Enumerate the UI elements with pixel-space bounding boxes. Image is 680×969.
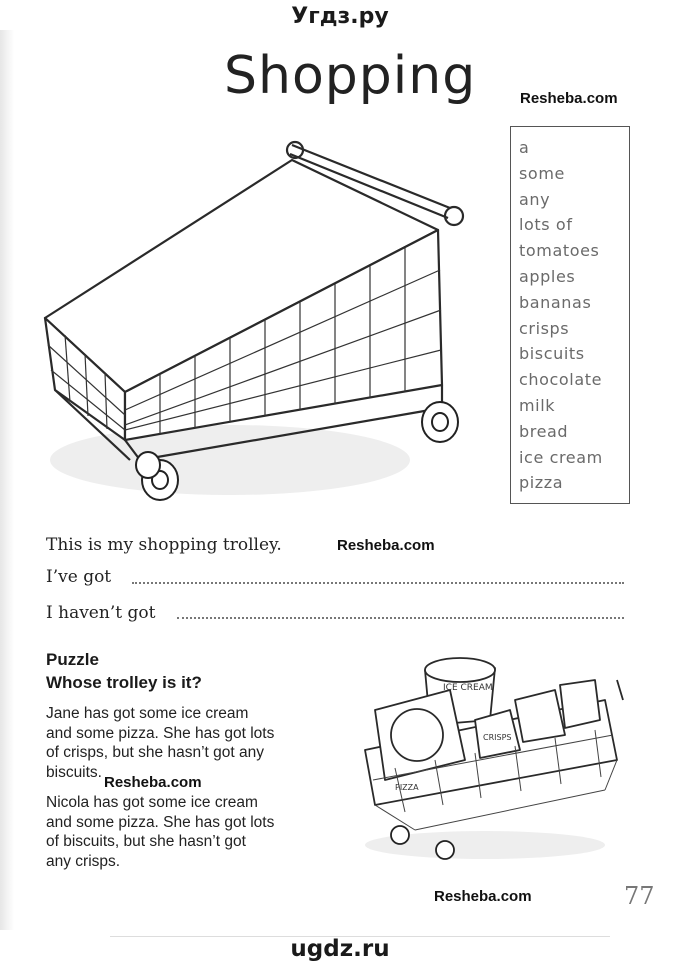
ice-cream-label: ICE CREAM [443,683,493,693]
word-item: bananas [519,292,592,312]
jane-line: biscuits. [46,763,102,781]
crisps-label: CRISPS [483,733,512,742]
word-item: pizza [519,473,564,493]
word-item: bread [519,421,569,441]
word-item: any [519,189,551,209]
site-header[interactable]: Угдз.ру [291,4,389,29]
watermark: Resheba.com [520,90,618,107]
not-got-answer-line[interactable] [177,617,624,619]
jane-line: and some pizza. She has got lots [46,724,275,742]
word-item: ice cream [519,447,603,467]
puzzle-heading: Puzzle [46,650,99,669]
word-item: apples [519,266,576,286]
word-item: lots of [519,215,573,235]
word-item: some [519,163,565,183]
not-got-label: I haven’t got [46,603,156,623]
nicola-line: any crisps. [46,852,121,870]
word-item: chocolate [519,370,603,390]
word-item: milk [519,395,556,415]
page-title: Shopping [224,46,477,106]
word-box [510,126,630,504]
puzzle-question: Whose trolley is it? [46,673,202,692]
watermark: Resheba.com [337,537,435,554]
pizza-label: PIZZA [395,783,419,792]
word-item: crisps [519,318,570,338]
nicola-paragraph [46,793,326,871]
watermark: Resheba.com [104,774,202,791]
site-footer[interactable]: ugdz.ru [290,936,390,962]
page-edge-shadow [0,30,14,930]
word-item: a [519,138,530,157]
watermark: Resheba.com [434,888,532,905]
nicola-line: Nicola has got some ice cream [46,794,258,811]
got-label: I’ve got [46,567,112,587]
nicola-line: of biscuits, but she hasn’t got [46,833,246,850]
word-item: tomatoes [519,241,600,261]
page-number: 77 [624,882,655,910]
intro-sentence: This is my shopping trolley. [46,535,282,555]
jane-line: of crisps, but she hasn’t got any [46,744,264,761]
word-item: biscuits [519,344,585,364]
nicola-line: and some pizza. She has got lots [46,813,275,831]
jane-paragraph [46,704,326,782]
full-trolley-illustration [355,640,625,870]
shopping-trolley-illustration [30,130,480,520]
jane-line: Jane has got some ice cream [46,705,249,722]
got-answer-line[interactable] [132,582,624,584]
